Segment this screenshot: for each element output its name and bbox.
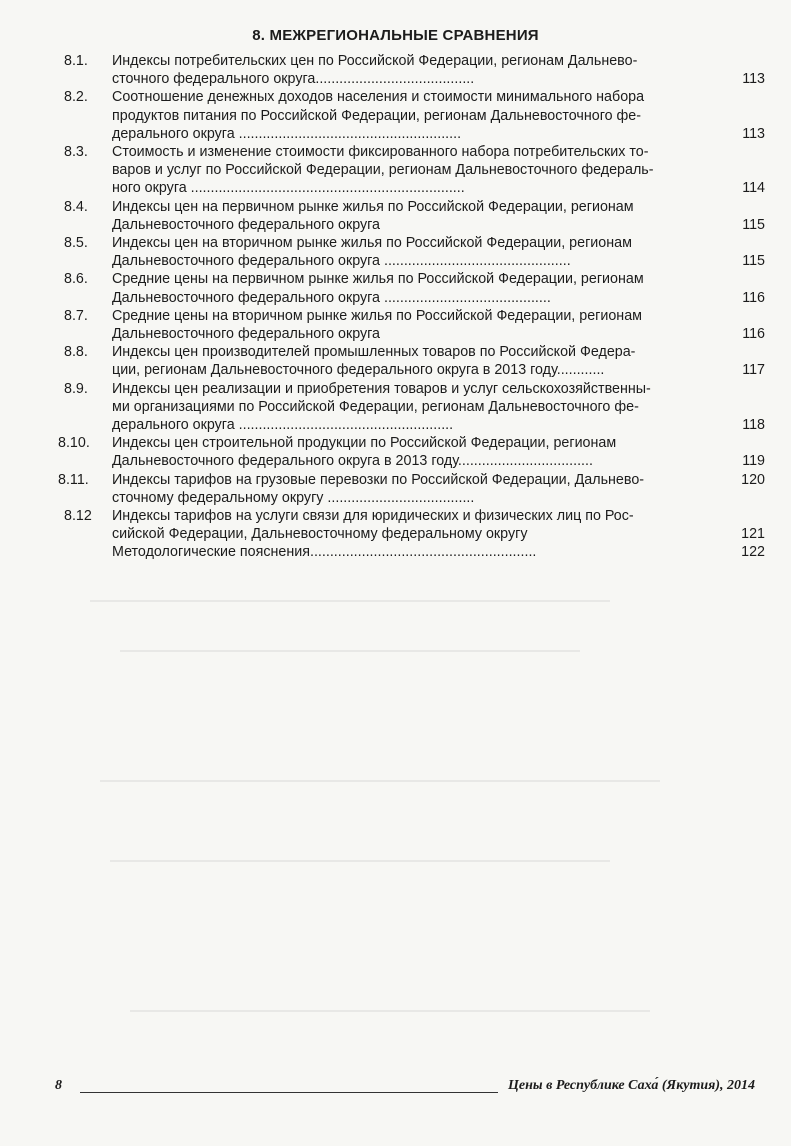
toc-entry-line: ции, регионам Дальневосточного федерального округа в 2013 году............ xyxy=(112,362,605,379)
toc-entry-page: 122 xyxy=(741,544,765,561)
toc-entry xyxy=(50,88,765,143)
toc-entry xyxy=(50,471,765,507)
toc-entry-number: 8.5. xyxy=(64,235,88,252)
page-number: 8 xyxy=(55,1078,62,1093)
toc-entry-number: 8.11. xyxy=(58,471,89,488)
toc-entry-title xyxy=(112,471,712,507)
toc-entry-page: 115 xyxy=(742,216,765,233)
toc-entry-line: ми организациями по Российской Федерации, регионам Дальневосточного фе- xyxy=(112,398,639,415)
toc-entry-title xyxy=(112,434,712,470)
toc-entry xyxy=(50,343,765,379)
toc-entry-line: Дальневосточного федерального округа xyxy=(112,216,381,233)
toc-entry-number: 8.10. xyxy=(58,435,90,452)
toc-entry-line: дерального округа ........................................................ xyxy=(112,125,462,142)
toc-entry-line: Соотношение денежных доходов населения и стоимости минимального набора xyxy=(112,89,645,106)
toc-entry-line: сточного федерального округа........................................ xyxy=(112,71,475,88)
toc-entry-title xyxy=(112,343,712,379)
toc-entry-line: варов и услуг по Российской Федерации, регионам Дальневосточного федераль- xyxy=(112,162,654,179)
toc-entry-page: 114 xyxy=(742,180,765,197)
toc-entry-title xyxy=(112,270,712,306)
toc-entry-page: 115 xyxy=(742,253,765,270)
toc-entry-page: 116 xyxy=(742,326,765,343)
toc-entry xyxy=(50,198,765,234)
toc-entry-line: сточному федеральному округу ..................................... xyxy=(112,489,475,506)
toc-entry-page: 121 xyxy=(741,526,765,543)
toc-entry-page: 113 xyxy=(742,71,765,88)
toc-entry-line: продуктов питания по Российской Федерации, регионам Дальневосточного фе- xyxy=(112,107,642,124)
toc-entry-title xyxy=(112,380,712,435)
bleed-through-mark xyxy=(100,780,660,782)
bleed-through-mark xyxy=(120,650,580,652)
toc-entry-line: Дальневосточного федерального округа в 2013 году.................................. xyxy=(112,453,593,470)
footer-rule xyxy=(80,1092,498,1093)
toc-entry-line: дерального округа ...................................................... xyxy=(112,417,454,434)
toc-entry-title xyxy=(112,52,712,88)
toc-entry-title xyxy=(112,307,712,343)
bleed-through-mark xyxy=(110,860,610,862)
toc-entry-title xyxy=(112,543,712,561)
section-title: 8. МЕЖРЕГИОНАЛЬНЫЕ СРАВНЕНИЯ xyxy=(252,27,539,44)
toc-entry xyxy=(50,507,765,543)
publication-title: Цены в Республике Саха́ (Якутия), 2014 xyxy=(508,1078,756,1093)
toc-entry-page: 117 xyxy=(742,362,765,379)
toc-entry-line: Стоимость и изменение стоимости фиксированного набора потребительских то- xyxy=(112,144,649,161)
toc-entry xyxy=(50,143,765,198)
toc-entry-title xyxy=(112,143,712,198)
toc-entry-number: 8.2. xyxy=(64,89,88,106)
bleed-through-mark xyxy=(130,1010,650,1012)
toc-entry-line: Индексы цен строительной продукции по Российской Федерации, регионам xyxy=(112,435,617,452)
toc-entry-line: Средние цены на первичном рынке жилья по Российской Федерации, регионам xyxy=(112,271,644,288)
toc-entry-line: Индексы цен реализации и приобретения товаров и услуг сельскохозяйственны- xyxy=(112,380,651,397)
toc-entry-page: 116 xyxy=(742,289,765,306)
toc-entry-title xyxy=(112,198,712,234)
toc-entry-page: 119 xyxy=(742,453,765,470)
toc-entry-number: 8.12 xyxy=(64,508,92,525)
toc-entry xyxy=(50,307,765,343)
toc-entry-number xyxy=(50,543,112,561)
toc-entry xyxy=(50,52,765,88)
toc-entry-line: сийской Федерации, Дальневосточному федеральному округу xyxy=(112,526,528,543)
toc-entry-page: 118 xyxy=(742,417,765,434)
toc-entry-number: 8.4. xyxy=(64,198,88,215)
toc-entry xyxy=(50,270,765,306)
table-of-contents xyxy=(50,52,765,562)
toc-entry xyxy=(50,543,765,561)
toc-entry-line: Средние цены на вторичном рынке жилья по Российской Федерации, регионам xyxy=(112,307,642,324)
toc-entry-line: Индексы цен на вторичном рынке жилья по Российской Федерации, регионам xyxy=(112,235,632,252)
toc-entry-title xyxy=(112,88,712,143)
toc-entry-number: 8.9. xyxy=(64,380,88,397)
toc-entry-line: Индексы тарифов на грузовые перевозки по Российской Федерации, Дальнево- xyxy=(112,471,645,488)
bleed-through-mark xyxy=(90,600,610,602)
toc-entry-line: Дальневосточного федерального округа .......................................... xyxy=(112,289,551,306)
toc-entry-page: 113 xyxy=(742,125,765,142)
toc-entry-line: Дальневосточного федерального округа xyxy=(112,326,381,343)
toc-entry-line: Дальневосточного федерального округа ............................................... xyxy=(112,253,571,270)
toc-entry-number: 8.6. xyxy=(64,271,88,288)
toc-entry-number: 8.1. xyxy=(64,53,88,69)
toc-entry-line: ного округа ..................................................................... xyxy=(112,180,465,197)
toc-entry-title xyxy=(112,234,712,270)
toc-entry-line: Методологические пояснения......................................................... xyxy=(112,544,537,561)
toc-entry-title xyxy=(112,507,712,543)
toc-entry xyxy=(50,434,765,470)
toc-entry-line: Индексы потребительских цен по Российской Федерации, регионам Дальнево- xyxy=(112,53,638,69)
toc-entry-number: 8.3. xyxy=(64,144,88,161)
toc-entry-page: 120 xyxy=(741,471,765,488)
toc-entry-number: 8.7. xyxy=(64,307,88,324)
toc-entry-number: 8.8. xyxy=(64,344,88,361)
toc-entry-line: Индексы тарифов на услуги связи для юридических и физических лиц по Рос- xyxy=(112,508,634,525)
toc-entry-line: Индексы цен производителей промышленных товаров по Российской Федера- xyxy=(112,344,636,361)
toc-entry xyxy=(50,234,765,270)
toc-entry-line: Индексы цен на первичном рынке жилья по Российской Федерации, регионам xyxy=(112,198,634,215)
toc-entry xyxy=(50,380,765,435)
